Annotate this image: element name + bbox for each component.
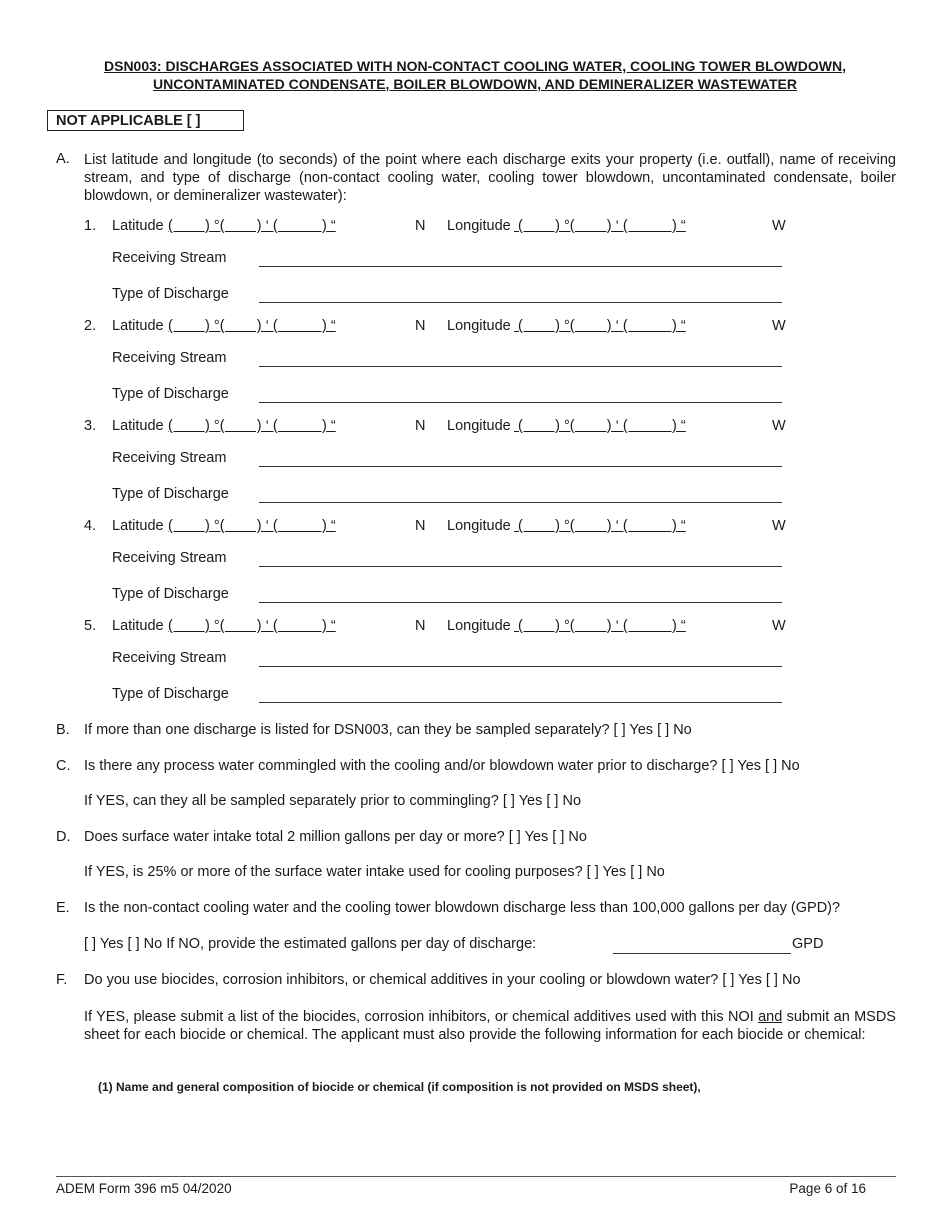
longitude-label: Longitude bbox=[447, 218, 511, 234]
longitude-input[interactable]: ( ) °( ) ‘ ( ) “ bbox=[514, 318, 686, 334]
section-a-letter: A. bbox=[56, 151, 70, 167]
section-e-subquestion[interactable]: [ ] Yes [ ] No If NO, provide the estimated gallons per day of discharge: bbox=[84, 936, 537, 952]
type-of-discharge-label: Type of Discharge bbox=[112, 286, 229, 302]
section-c-question[interactable]: Is there any process water commingled with the cooling and/or blowdown water prior to discharge? [ ] Yes [ ] No bbox=[84, 758, 800, 774]
footer-form-id: ADEM Form 396 m5 04/2020 bbox=[56, 1181, 232, 1196]
latitude-input[interactable]: ( ) °( ) ‘ ( ) “ bbox=[168, 418, 336, 434]
latitude-n: N bbox=[415, 618, 426, 634]
section-b-question[interactable]: If more than one discharge is listed for DSN003, can they be sampled separately? [ ] Yes [ ] No bbox=[84, 722, 692, 738]
receiving-stream-label: Receiving Stream bbox=[112, 650, 227, 666]
section-f-question[interactable]: Do you use biocides, corrosion inhibitors, or chemical additives in your cooling or blowdown water? [ ] Yes [ ] No bbox=[84, 972, 801, 988]
longitude-input[interactable]: ( ) °( ) ‘ ( ) “ bbox=[514, 618, 686, 634]
type-of-discharge-input[interactable] bbox=[259, 301, 782, 303]
section-c-letter: C. bbox=[56, 758, 71, 774]
longitude-label: Longitude bbox=[447, 318, 511, 334]
type-of-discharge-input[interactable] bbox=[259, 601, 782, 603]
receiving-stream-label: Receiving Stream bbox=[112, 350, 227, 366]
latitude-n: N bbox=[415, 318, 426, 334]
type-of-discharge-input[interactable] bbox=[259, 501, 782, 503]
latitude-label: Latitude bbox=[112, 618, 164, 634]
type-of-discharge-input[interactable] bbox=[259, 701, 782, 703]
longitude-label: Longitude bbox=[447, 618, 511, 634]
section-d-subquestion[interactable]: If YES, is 25% or more of the surface water intake used for cooling purposes? [ ] Yes [ ] No bbox=[84, 864, 665, 880]
section-b-letter: B. bbox=[56, 722, 70, 738]
gpd-unit: GPD bbox=[792, 936, 824, 952]
type-of-discharge-label: Type of Discharge bbox=[112, 586, 229, 602]
latitude-label: Latitude bbox=[112, 318, 164, 334]
receiving-stream-input[interactable] bbox=[259, 665, 782, 667]
receiving-stream-input[interactable] bbox=[259, 565, 782, 567]
longitude-w: W bbox=[772, 418, 786, 434]
section-c-subquestion[interactable]: If YES, can they all be sampled separately prior to commingling? [ ] Yes [ ] No bbox=[84, 793, 582, 809]
latitude-n: N bbox=[415, 518, 426, 534]
type-of-discharge-label: Type of Discharge bbox=[112, 486, 229, 502]
latitude-label: Latitude bbox=[112, 218, 164, 234]
latitude-n: N bbox=[415, 218, 426, 234]
latitude-label: Latitude bbox=[112, 518, 164, 534]
entry-number: 2. bbox=[84, 318, 97, 334]
type-of-discharge-label: Type of Discharge bbox=[112, 386, 229, 402]
type-of-discharge-label: Type of Discharge bbox=[112, 686, 229, 702]
section-f-item-1: (1) Name and general composition of biocide or chemical (if composition is not provided on MSDS sheet), bbox=[98, 1080, 701, 1094]
receiving-stream-input[interactable] bbox=[259, 265, 782, 267]
receiving-stream-input[interactable] bbox=[259, 365, 782, 367]
footer-page-number: Page 6 of 16 bbox=[789, 1181, 866, 1196]
section-d-letter: D. bbox=[56, 829, 71, 845]
longitude-w: W bbox=[772, 218, 786, 234]
section-e-letter: E. bbox=[56, 900, 70, 916]
page-title-line-2: UNCONTAMINATED CONDENSATE, BOILER BLOWDOWN, AND DEMINERALIZER WASTEWATER bbox=[153, 76, 797, 92]
longitude-input[interactable]: ( ) °( ) ‘ ( ) “ bbox=[514, 518, 686, 534]
entry-number: 1. bbox=[84, 218, 97, 234]
footer-divider bbox=[56, 1176, 896, 1177]
section-f-instructions: If YES, please submit a list of the biocides, corrosion inhibitors, or chemical additives used with this NOI and submit an MSDS sheet for each biocide or chemical. The applicant must also provide the following information for each biocide or chemical: bbox=[84, 1009, 896, 1043]
longitude-w: W bbox=[772, 518, 786, 534]
receiving-stream-label: Receiving Stream bbox=[112, 550, 227, 566]
longitude-input[interactable]: ( ) °( ) ‘ ( ) “ bbox=[514, 418, 686, 434]
gpd-input[interactable] bbox=[613, 952, 791, 954]
section-d-question[interactable]: Does surface water intake total 2 million gallons per day or more? [ ] Yes [ ] No bbox=[84, 829, 587, 845]
longitude-label: Longitude bbox=[447, 418, 511, 434]
entry-number: 5. bbox=[84, 618, 97, 634]
latitude-input[interactable]: ( ) °( ) ‘ ( ) “ bbox=[168, 618, 336, 634]
latitude-n: N bbox=[415, 418, 426, 434]
section-f-letter: F. bbox=[56, 972, 68, 988]
type-of-discharge-input[interactable] bbox=[259, 401, 782, 403]
not-applicable-checkbox[interactable]: NOT APPLICABLE [ ] bbox=[47, 110, 244, 131]
receiving-stream-label: Receiving Stream bbox=[112, 450, 227, 466]
receiving-stream-label: Receiving Stream bbox=[112, 250, 227, 266]
entry-number: 4. bbox=[84, 518, 97, 534]
receiving-stream-input[interactable] bbox=[259, 465, 782, 467]
longitude-label: Longitude bbox=[447, 518, 511, 534]
latitude-input[interactable]: ( ) °( ) ‘ ( ) “ bbox=[168, 518, 336, 534]
latitude-input[interactable]: ( ) °( ) ‘ ( ) “ bbox=[168, 318, 336, 334]
entry-number: 3. bbox=[84, 418, 97, 434]
longitude-input[interactable]: ( ) °( ) ‘ ( ) “ bbox=[514, 218, 686, 234]
longitude-w: W bbox=[772, 318, 786, 334]
longitude-w: W bbox=[772, 618, 786, 634]
section-a-text: List latitude and longitude (to seconds) of the point where each discharge exits your property (i.e. outfall), name of receiving stream, and type of discharge (non-contact cooling water, cooling tower blowdown, uncontaminated condensate, boiler blowdown, or demineralizer wastewater): bbox=[84, 152, 896, 204]
section-e-question: Is the non-contact cooling water and the cooling tower blowdown discharge less than 100,000 gallons per day (GPD)? bbox=[84, 900, 841, 916]
page-title-line-1: DSN003: DISCHARGES ASSOCIATED WITH NON-CONTACT COOLING WATER, COOLING TOWER BLOWDOWN, bbox=[104, 58, 846, 74]
latitude-label: Latitude bbox=[112, 418, 164, 434]
latitude-input[interactable]: ( ) °( ) ‘ ( ) “ bbox=[168, 218, 336, 234]
